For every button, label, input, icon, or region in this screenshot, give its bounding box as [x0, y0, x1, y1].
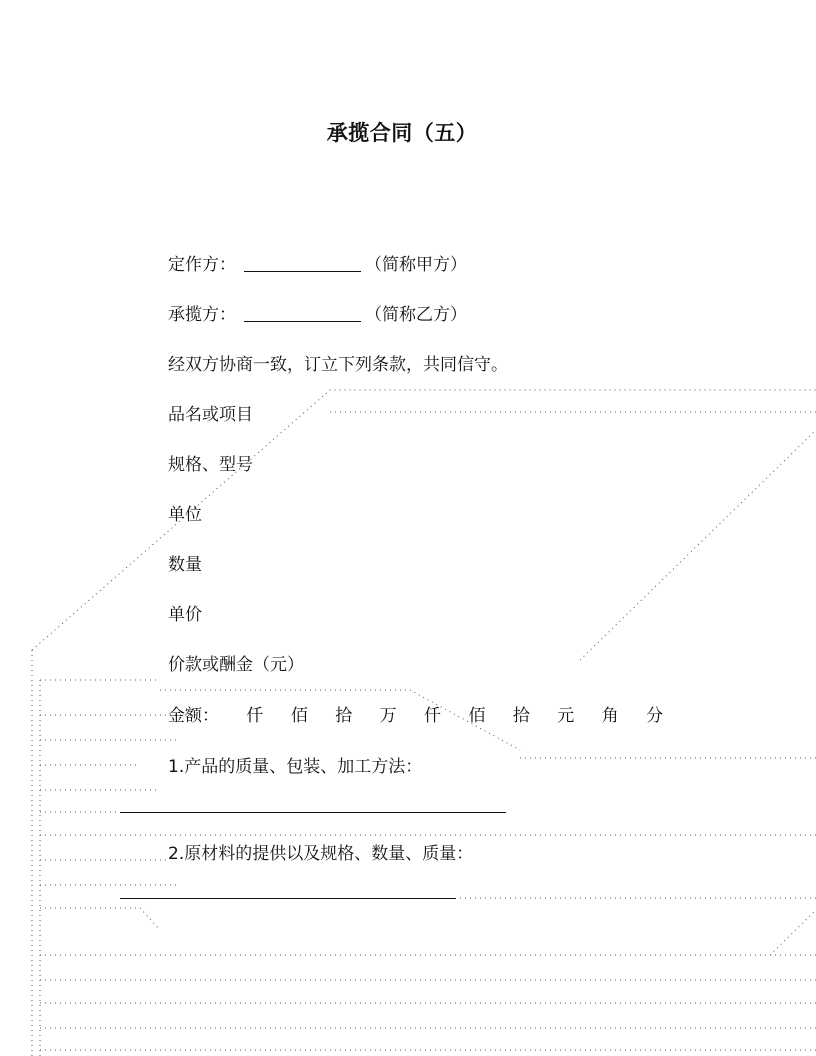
- clause-1-text: 1.产品的质量、包装、加工方法：: [168, 757, 423, 777]
- party-b-note: （简称乙方）: [365, 305, 467, 325]
- party-a-blank: [244, 255, 361, 272]
- amount-unit: 佰: [468, 706, 486, 726]
- party-b-label: 承揽方：: [168, 305, 236, 325]
- party-b-blank: [244, 305, 361, 322]
- item-total-label: 价款或酬金（元）: [168, 655, 304, 675]
- party-a-label: 定作方：: [168, 255, 236, 275]
- amount-unit: 仟: [424, 706, 442, 726]
- item-spec-label: 规格、型号: [168, 455, 253, 475]
- agreement-text: 经双方协商一致，订立下列条款，共同信守。: [168, 355, 508, 375]
- item-quantity-label: 数量: [168, 555, 202, 575]
- clause-1-fill-line: [120, 812, 506, 813]
- amount-unit: 拾: [335, 706, 353, 726]
- amount-unit: 仟: [246, 706, 264, 726]
- party-b-line: [168, 304, 467, 326]
- amount-unit: 万: [379, 706, 397, 726]
- amount-line: [168, 705, 663, 727]
- amount-unit: 佰: [290, 706, 308, 726]
- clause-2-fill-line: [120, 898, 456, 899]
- item-price-label: 单价: [168, 605, 202, 625]
- item-name-label: 品名或项目: [168, 405, 253, 425]
- party-a-line: [168, 254, 467, 276]
- item-unit-label: 单位: [168, 505, 202, 525]
- amount-unit: 分: [646, 706, 664, 726]
- amount-unit: 元: [557, 706, 575, 726]
- party-a-note: （简称甲方）: [365, 255, 467, 275]
- clause-2-text: 2.原材料的提供以及规格、数量、质量：: [168, 844, 474, 864]
- amount-unit: 角: [601, 706, 619, 726]
- amount-unit: 拾: [512, 706, 530, 726]
- amount-label: 金额：: [168, 706, 219, 726]
- page-title: 承揽合同（五）: [326, 121, 478, 145]
